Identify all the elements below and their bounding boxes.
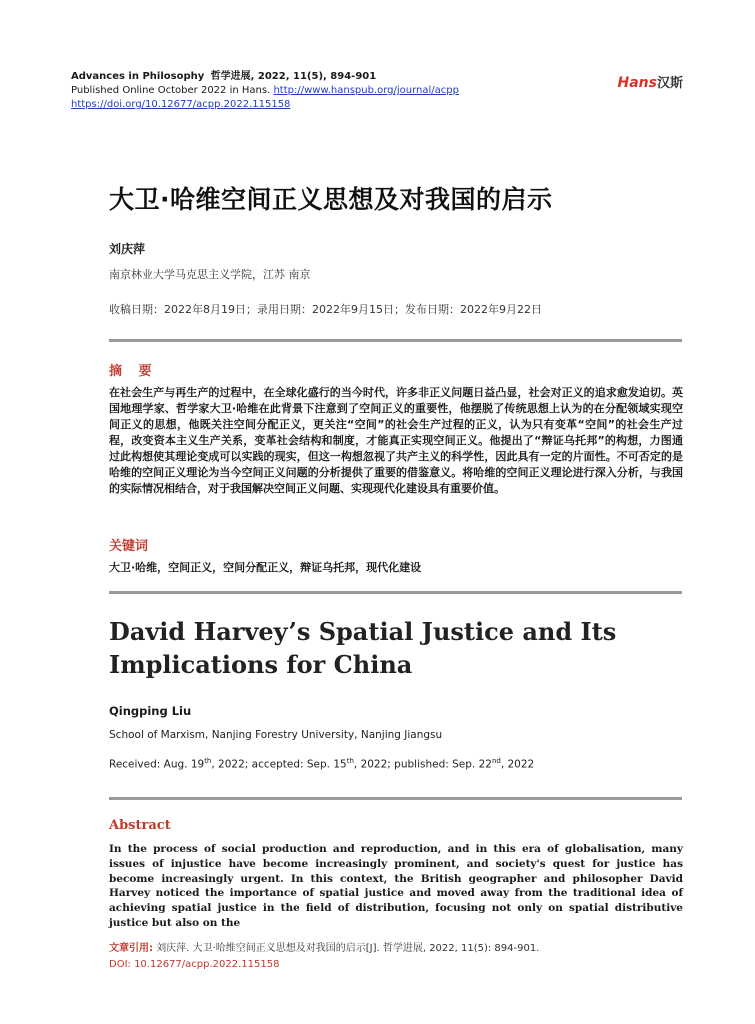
divider-bottom	[109, 797, 682, 800]
divider-top	[109, 339, 682, 342]
logo-cn-text: 汉斯	[656, 76, 683, 91]
published-line	[71, 84, 683, 98]
paper-title-cn: 大卫·哈维空间正义思想及对我国的启示	[109, 185, 553, 214]
abstract-heading-en: Abstract	[109, 818, 171, 833]
affiliation-en: School of Marxism, Nanjing Forestry University, Nanjing Jiangsu	[109, 729, 443, 741]
doi-link[interactable]: https://doi.org/10.12677/acpp.2022.115158	[71, 99, 291, 110]
page-header	[71, 70, 683, 112]
citation-label: 文章引用:	[109, 943, 153, 954]
published-date: , 2022; published: Sep. 22	[353, 758, 492, 771]
dates-en	[109, 757, 534, 771]
journal-url-link[interactable]: http://www.hanspub.org/journal/acpp	[273, 85, 459, 96]
journal-name-en: Advances in Philosophy	[71, 71, 205, 82]
received-sup: th	[204, 757, 212, 765]
accepted-sup: th	[346, 757, 354, 765]
affiliation-cn: 南京林业大学马克思主义学院，江苏 南京	[109, 268, 311, 281]
divider-middle	[109, 591, 682, 594]
keywords-cn: 大卫·哈维，空间正义，空间分配正义，辩证乌托邦，现代化建设	[109, 561, 422, 574]
hans-logo	[618, 72, 683, 91]
published-text: Published Online October 2022 in Hans.	[71, 85, 271, 96]
year-tail: , 2022	[500, 758, 535, 771]
citation-text: 刘庆萍. 大卫·哈维空间正义思想及对我国的启示[J]. 哲学进展, 2022, 11(5): 894-901.	[156, 943, 540, 954]
received-date: Received: Aug. 19	[109, 758, 205, 771]
published-sup: nd	[491, 757, 501, 765]
doi-line	[71, 98, 683, 112]
abstract-cn: 在社会生产与再生产的过程中，在全球化盛行的当今时代，许多非正义问题日益凸显，社会对正义的追求愈发迫切。英国地理学家、哲学家大卫·哈维在此背景下注意到了空间正义的重要性，他摆脱了传统思想上认为的在分配领域实现空间正义的思想，他既关注空间分配正义，更关注“空间”的社会生产过程的正义，认为只有变革“空间”的社会生产过程，改变资本主义生产关系，变革社会结构和制度，才能真正实现空间正义。他提出了“辩证乌托邦”的构想，力图通过此构想使其理论变成可以实践的现实，但这一构想忽视了共产主义的科学性，因此具有一定的片面性。不可否定的是哈维的空间正义理论为当今空间正义问题的分析提供了重要的借鉴意义。将哈维的空间正义理论进行深入分析，与我国的实际情况相结合，对于我国解决空间正义问题、实现现代化建设具有重要价值。	[109, 386, 683, 495]
keywords-heading-cn: 关键词	[109, 539, 149, 554]
author-cn: 刘庆萍	[109, 242, 146, 256]
journal-line	[71, 70, 683, 84]
abstract-en: In the process of social production and reproduction, and in this era of globalisation, many issues of injustice have become increasingly prominent, and society's quest for justice has become increasingly urgent. In this context, the British geographer and philosopher David Harvey noticed the importance of spatial justice and moved away from the traditional idea of achieving spatial justice in the field of distribution, focusing not only on spatial distributive justice but also on the	[109, 843, 683, 929]
footer-doi: DOI: 10.12677/acpp.2022.115158	[109, 959, 280, 970]
dates-cn: 收稿日期：2022年8月19日；录用日期：2022年9月15日；发布日期：2022年9月22日	[109, 303, 542, 316]
page-footer	[109, 941, 539, 973]
logo-hans-text: Hans	[617, 75, 657, 91]
paper-title-en: David Harvey’s Spatial Justice and Its Implications for China	[109, 617, 617, 679]
author-en: Qingping Liu	[109, 704, 192, 718]
accepted-date: , 2022; accepted: Sep. 15	[211, 758, 347, 771]
journal-citation-cn: 哲学进展, 2022, 11(5), 894-901	[210, 71, 377, 82]
abstract-heading-cn: 摘 要	[109, 364, 158, 379]
citation-line	[109, 941, 539, 957]
